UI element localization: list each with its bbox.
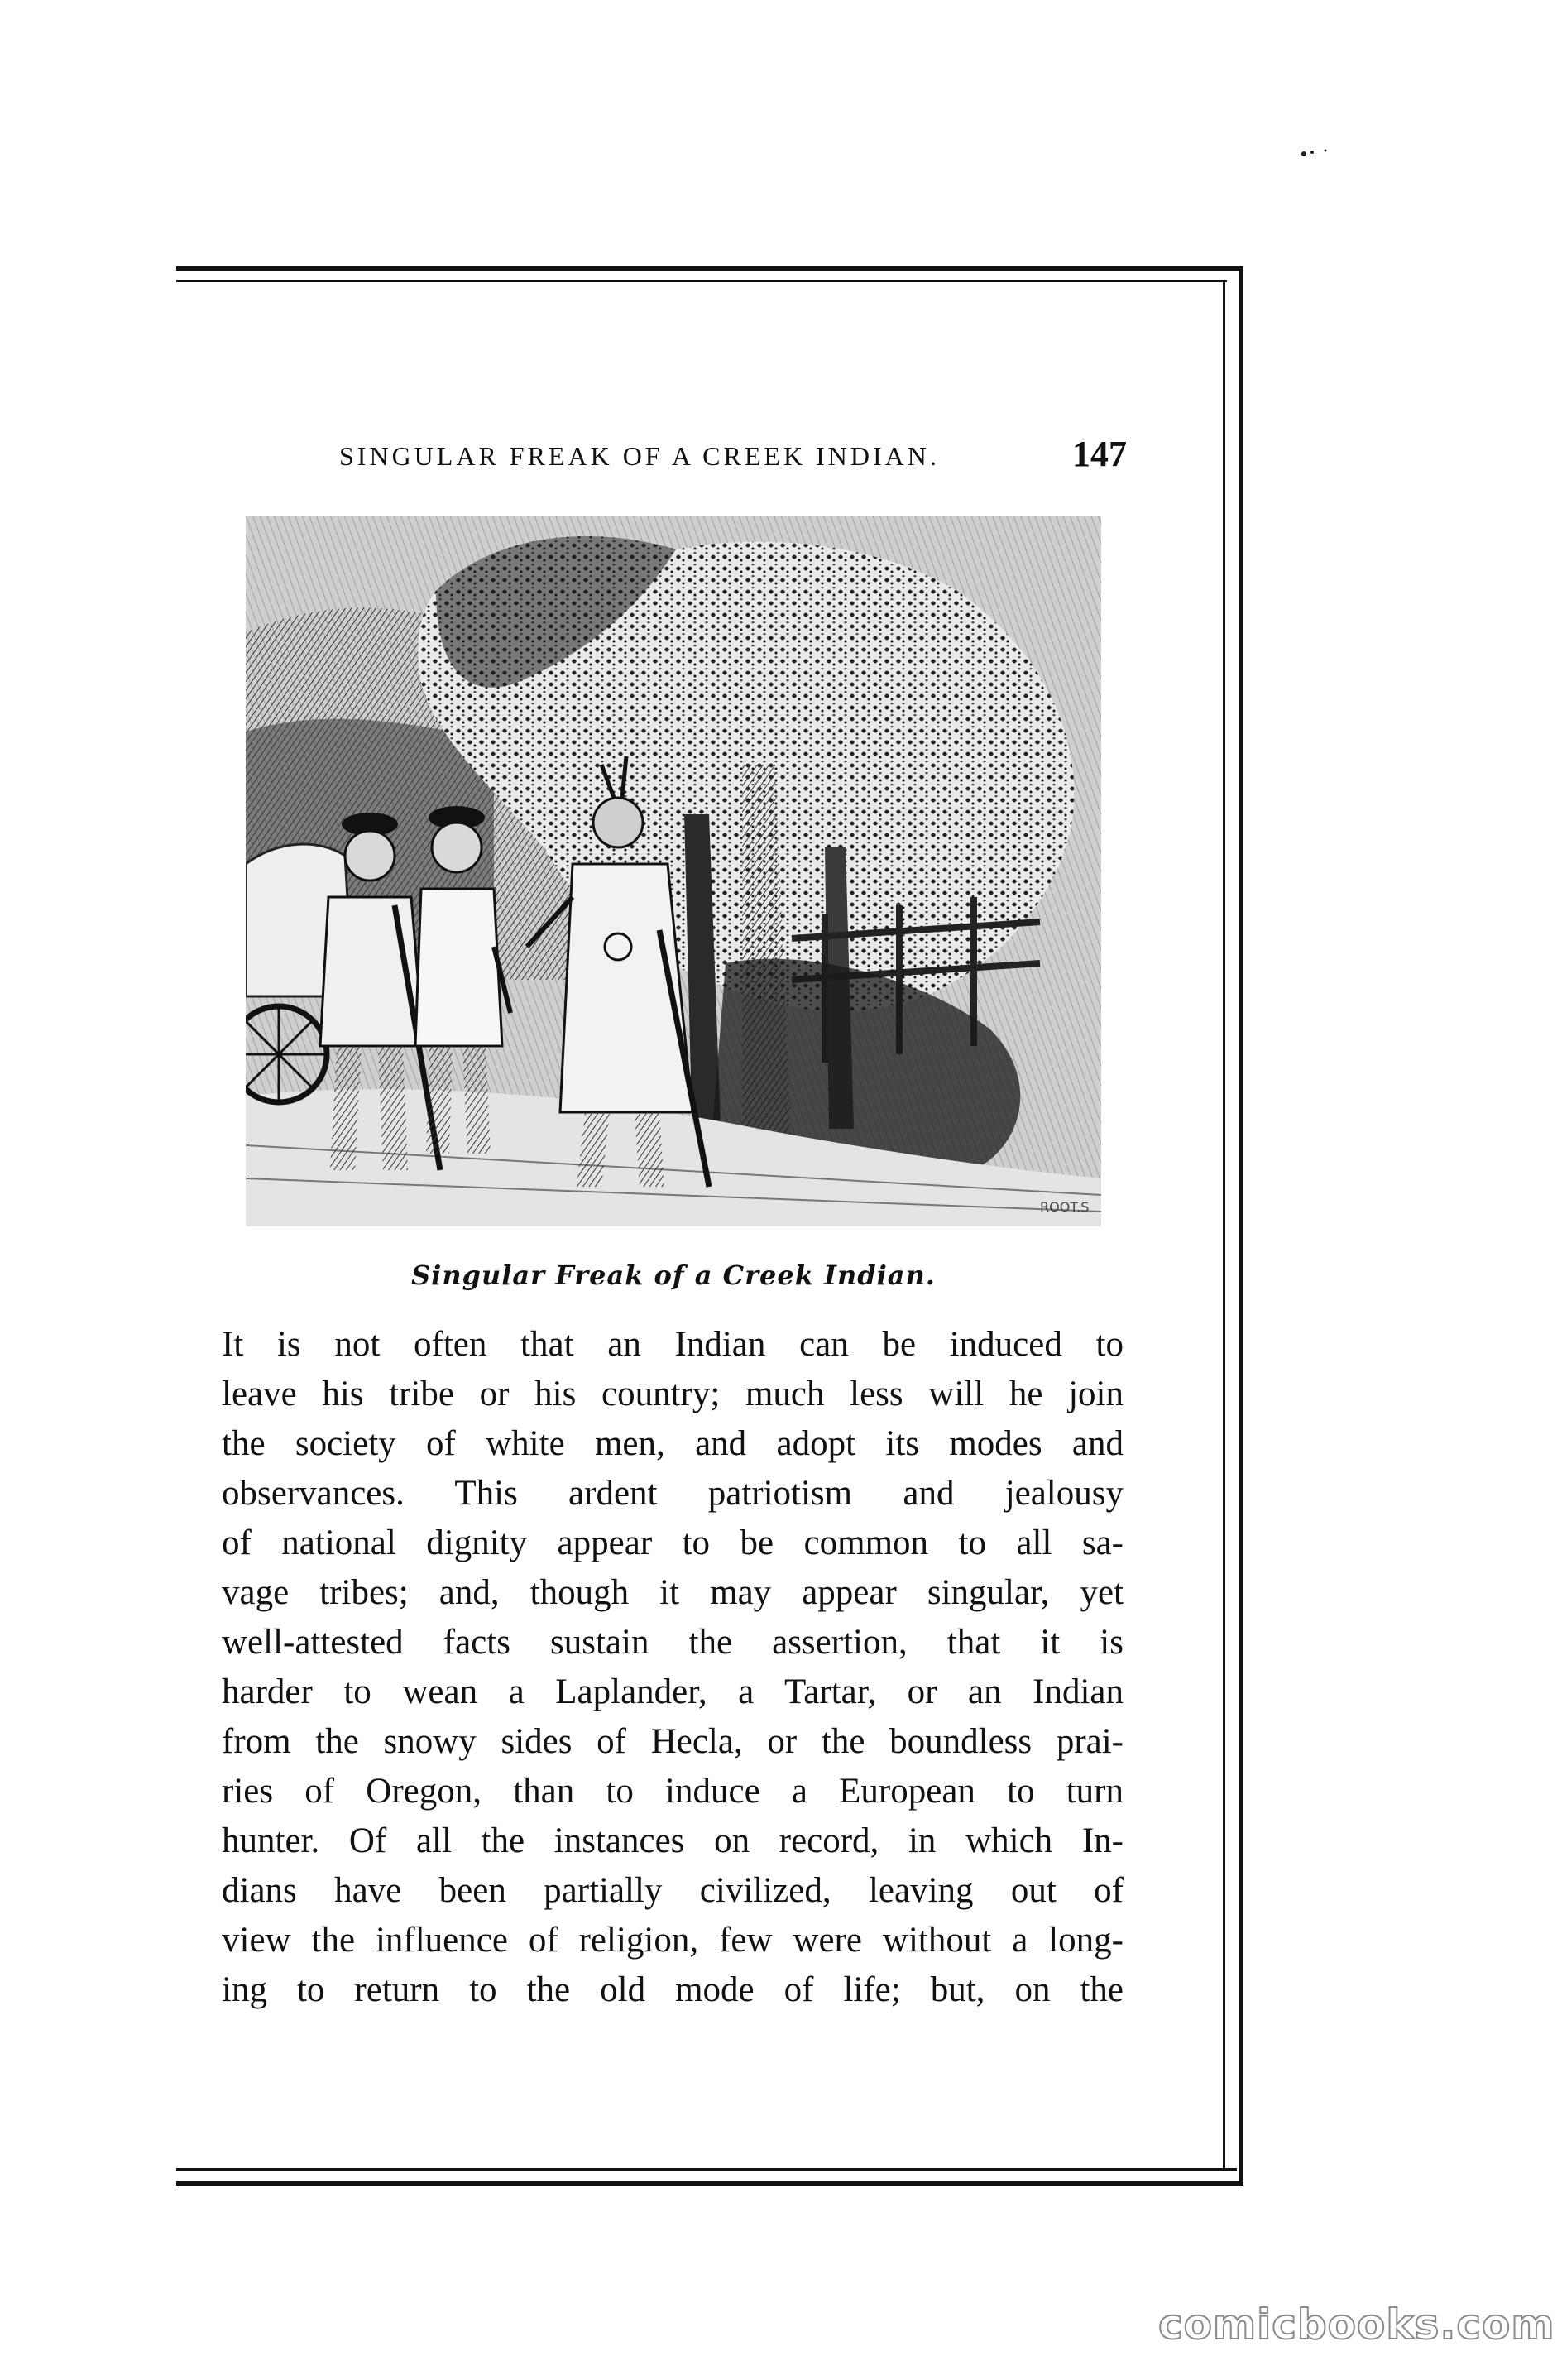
text-line: vage tribes; and, though it may appear singular, yet	[222, 1573, 1124, 1612]
text-line: the society of white men, and adopt its modes and	[222, 1424, 1124, 1463]
border-rule-right-inner	[1223, 280, 1225, 2171]
engraver-mark: ROOT.S	[1040, 1199, 1090, 1215]
site-watermark: comicbooks.com	[1158, 2301, 1555, 2349]
running-head	[339, 433, 1125, 482]
text-line: ries of Oregon, than to induce a European to turn	[222, 1772, 1124, 1811]
engraving-illustration	[246, 516, 1101, 1226]
text-line: hunter. Of all the instances on record, in which In-	[222, 1821, 1124, 1860]
border-rule-bottom-outer	[176, 2181, 1243, 2186]
border-rule-top-inner	[176, 280, 1227, 282]
text-line: from the snowy sides of Hecla, or the boundless prai-	[222, 1722, 1124, 1761]
text-line: ing to return to the old mode of life; but, on the	[222, 1970, 1124, 2009]
text-line: view the influence of religion, few were without a long-	[222, 1921, 1124, 1960]
stray-ink-mark	[1301, 147, 1335, 157]
text-line: dians have been partially civilized, leaving out of	[222, 1871, 1124, 1910]
border-rule-top-outer	[176, 266, 1243, 271]
border-rule-right-outer	[1239, 266, 1243, 2186]
text-line: harder to wean a Laplander, a Tartar, or an Indian	[222, 1672, 1124, 1711]
body-paragraph	[222, 1320, 1124, 2048]
text-line: leave his tribe or his country; much less will he join	[222, 1375, 1124, 1413]
text-line: It is not often that an Indian can be induced to	[222, 1325, 1124, 1364]
text-line: observances. This ardent patriotism and jealousy	[222, 1474, 1124, 1513]
text-line: well-attested facts sustain the assertion, that it is	[222, 1623, 1124, 1662]
border-rule-bottom-inner	[176, 2168, 1237, 2171]
text-line: of national dignity appear to be common to all sa-	[222, 1523, 1124, 1562]
page-number: 147	[1072, 434, 1127, 474]
figure-caption: Singular Freak of a Creek Indian.	[411, 1260, 936, 1291]
running-title: SINGULAR FREAK OF A CREEK INDIAN.	[339, 441, 940, 471]
